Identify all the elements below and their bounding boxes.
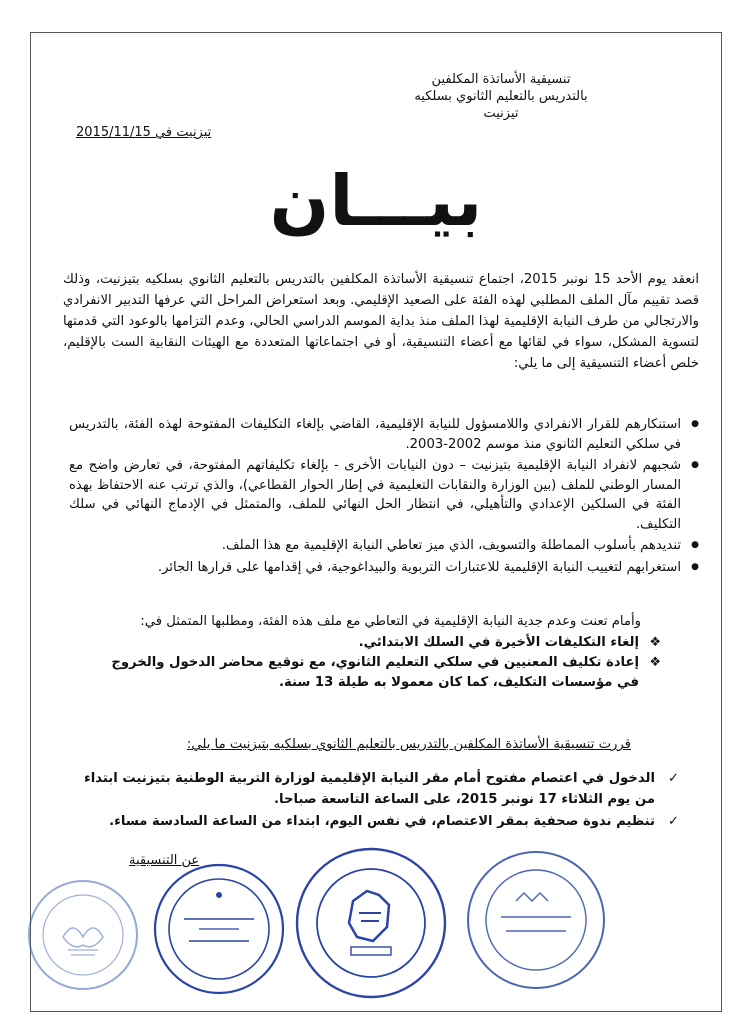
stamp-2-seal [149,859,289,999]
signature-label: عن التنسيقية [129,853,200,868]
list-item: ● استغرابهم لتغييب النيابة الإقليمية للاعتبارات التربوية والبيداغوجية، في إقدامها على قرارها الجائر. [69,558,681,578]
header-line-3: تيزنيت [483,106,519,121]
header-line-2: بالتدريس بالتعليم الثانوي بسلكيه [414,89,588,104]
list-item: ❖ إعادة تكليف المعنيين في سلكي التعليم الثانوي، مع توقيع محاضر الدخول والخروج في مؤسسات التكليف، كما كان معمولا به طيلة 13 سنة. [101,653,639,693]
header-line-1: تنسيقية الأساتذة المكلفين [431,72,571,87]
stamp-4-seal [461,845,611,995]
list-item: ❖ إلغاء التكليفات الأخيرة في السلك الابتدائي. [101,633,639,653]
list-item: ✓ الدخول في اعتصام مفتوح أمام مقر النيابة الإقليمية لوزارة التربية الوطنية بتيزنيت ابتداء من يوم الثلاثاء 17 نونبر 2015، على الساعة التاسعة صباحا. [69,768,655,810]
conclusions-list [69,415,699,579]
demand-intro: وأمام تعنت وعدم جدية النيابة الإقليمية في التعاطي مع ملف هذه الفئة، ومطلبها المتمثل في: [140,614,641,629]
list-item: ● استنكارهم للقرار الانفرادي واللامسؤول للنيابة الإقليمية، القاضي بإلغاء التكليفات المفتوحة لهذه الفئة، بالتدريس في سلكي التعليم الثانوي منذ موسم 2002-2003. [69,415,681,454]
list-item: ● تنديدهم بأسلوب المماطلة والتسويف، الذي ميز تعاطي النيابة الإقليمية مع هذا الملف. [69,536,681,556]
demands-list [101,633,661,693]
stamp-3-seal [291,843,451,1003]
document-page [30,32,722,1012]
actions-list [69,768,679,833]
document-title: بيـــان [269,160,483,242]
organization-header [371,71,631,122]
list-item: ● شجبهم لانفراد النيابة الإقليمية بتيزنيت – دون النيابات الأخرى - بإلغاء تكليفاتهم المفتوحة، في تعارض واضح مع المسار الوطني للملف (بين الوزارة والنقابات التعليمية في إطار الحوار القطاعي)، والذي ترتب عنه الاحتفاظ بهذه الفئة في السلكين الإعدادي والتأهيلي، في انتظار الحل النهائي للملف، والمتمثل في الإدماج النهائي في سلك التكليف. [69,456,681,534]
intro-paragraph: انعقد يوم الأحد 15 نونبر 2015، اجتماع تنسيقية الأساتذة المكلفين بالتدريس بالتعليم الثانوي بسلكيه بتيزنيت، وذلك قصد تقييم مآل الملف المطلبي لهذه الفئة على الصعيد الإقليمي. وبعد استعراض المراحل التي عرفها التدبير الانفرادي والارتجالي من طرف النيابة الإقليمية لهذا الملف منذ بداية الموسم الدراسي الحالي، وعدم التزامها بالوعود التي قدمتها لتسوية المشكل، سواء في لقائها مع أعضاء التنسيقية، أو في اجتماعاتها المتعددة مع الهيئات النقابية الست بالإقليم، خلص أعضاء التنسيقية إلى ما يلي: [63,272,699,371]
document-date: تيزنيت في 2015/11/15 [76,125,212,140]
stamp-1-seal [23,875,143,995]
list-item: ✓ تنظيم ندوة صحفية بمقر الاعتصام، في نفس اليوم، ابتداء من الساعة السادسة مساء. [69,811,655,832]
decision-heading: قررت تنسيقية الأساتذة المكلفين بالتدريس بالتعليم الثانوي بسلكيه بتيزنيت ما يلي: [186,737,631,752]
